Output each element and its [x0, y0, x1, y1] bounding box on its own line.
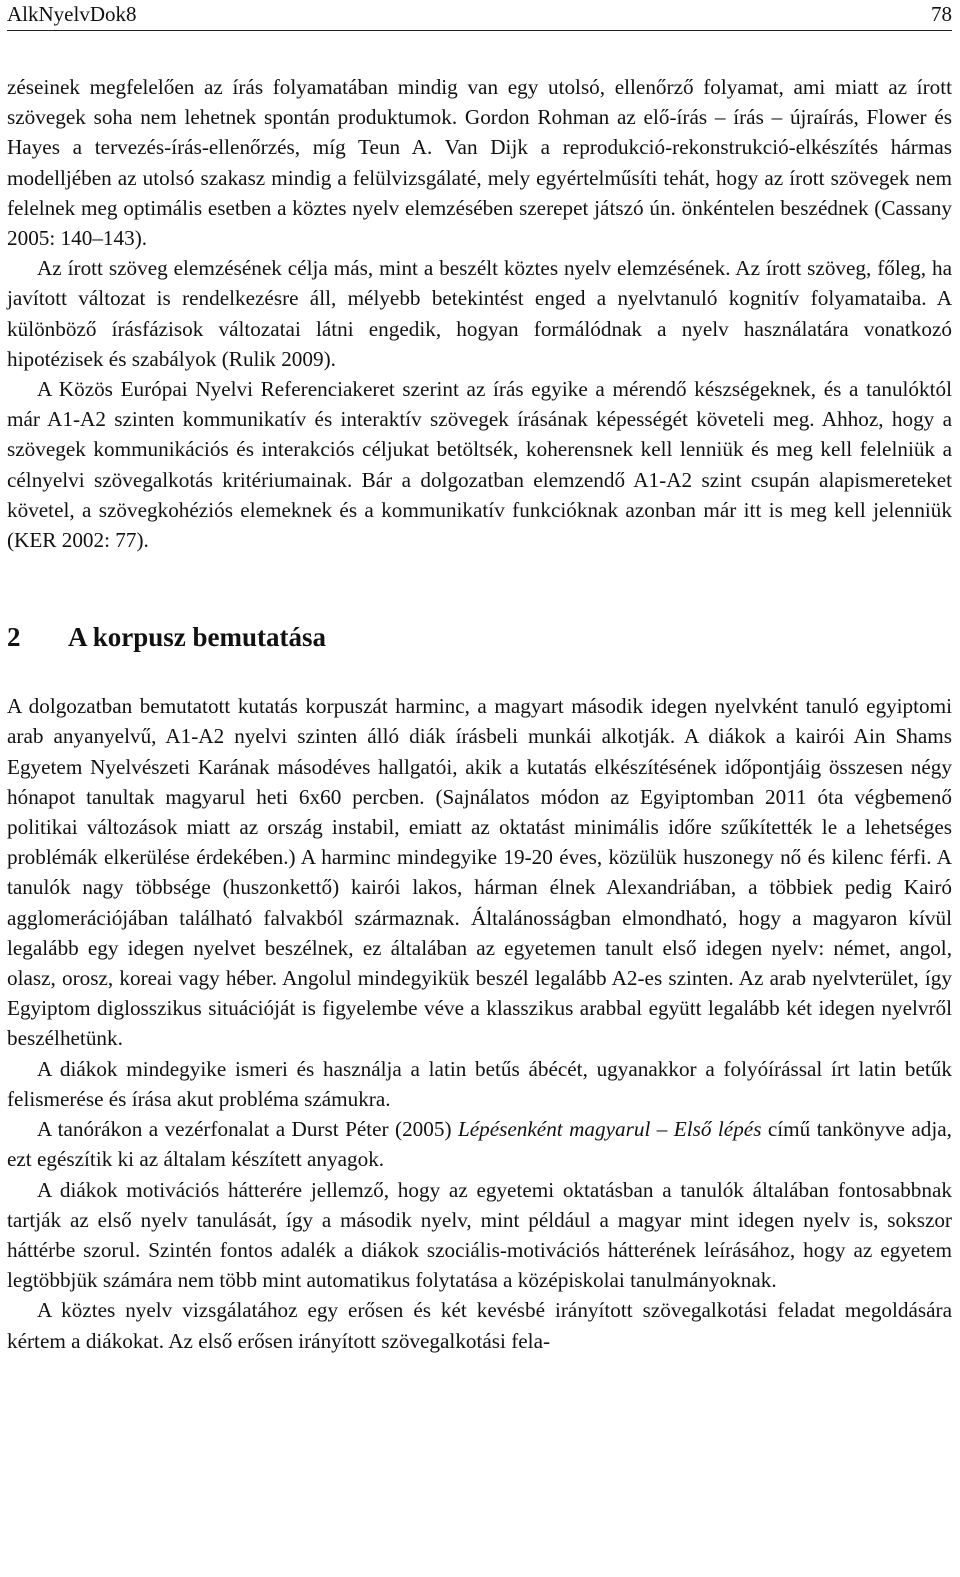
paragraph: A diákok motivációs hátterére jellemző, hogy az egyetemi oktatásban a tanulók általában fontosabbnak tartják az első nyelv tanulását, így a második nyelv, mint például a magyar mint idegen nyelv is, sokszor háttérbe szorul. Szintén fontos adalék a diákok szociális-motivációs hátterének leírásához, hogy az egyetem legtöbbjük számára nem több mint automatikus folytatása a középiskolai tanulmányoknak. — [7, 1177, 952, 1293]
section-number: 2 — [7, 622, 21, 653]
running-title: AlkNyelvDok8 — [7, 2, 137, 26]
paragraph: A Közös Európai Nyelvi Referenciakeret szerint az írás egyike a mérendő készségeknek, és a tanulóktól már A1-A2 szinten kommunikatív és interaktív szövegek írásának képességét követeli meg. Ahhoz, hogy a szövegek kommunikációs és interakciós céljukat betöltsék, koherensnek kell lenniük és meg kell felelniük a célnyelvi szövegalkotás kritériumainak. Bár a dolgozatban elemzendő A1-A2 szint csupán alapismereteket követel, a szövegkohéziós elemeknek és a kommunikatív funkcióknak azonban már itt is meg kell jelenniük (KER 2002: 77). — [7, 377, 952, 553]
page-header — [7, 0, 952, 31]
paragraph: A dolgozatban bemutatott kutatás korpuszát harminc, a magyart második idegen nyelvként tanuló egyiptomi arab anyanyelvű, A1-A2 nyelvi szinten álló diák írásbeli munkái alkotják. A diákok a kairói Ain Shams Egyetem Nyelvészeti Karának másodéves hallgatói, akik a kutatás elkészítésének időpontjáig összesen négy hónapot tanultak magyarul heti 6x60 percben. (Sajnálatos módon az Egyiptomban 2011 óta végbemenő politikai változások miatt az ország instabil, emiatt az oktatást minimális időre szűkítették le a lehetséges problémák elkerülése érdekében.) A harminc mindegyike 19-20 éves, közülük huszonegy nő és kilenc férfi. A tanulók nagy többsége (huszonkettő) kairói lakos, hárman élnek Alexandriában, a többiek pedig Kairó agglomerációjában található falvakból származnak. Általánosságban elmondható, hogy a magyaron kívül legalább egy idegen nyelvet beszélnek, ez általában az egyetemen tanult első idegen nyelv: német, angol, olasz, orosz, koreai vagy héber. Angolul mindegyikük beszél legalább A2-es szinten. Az arab nyelvterület, így Egyiptom diglosszikus situációját is figyelembe véve a klasszikus arabbal együtt legalább két idegen nyelvről beszélhetünk. — [7, 694, 952, 1051]
document-body — [7, 72, 952, 1356]
paragraph: zéseinek megfelelően az írás folyamatában mindig van egy utolsó, ellenőrző folyamat, ami miatt az írott szövegek soha nem lehetnek spontán produktumok. Gordon Rohman az elő-írás – írás – újraírás, Flower és Hayes a tervezés-írás-ellenőrzés, míg Teun A. Van Dijk a reprodukció-rekonstrukció-elkészítés hármas modelljében az utolsó szakasz mindig a felülvizsgálaté, mely egyértelműsíti tehát, hogy az írott szövegek nem felelnek meg optimális esetben a köztes nyelv elemzésében szerepet játszó ún. önkéntelen beszédnek (Cassany 2005: 140–143). — [7, 75, 952, 251]
section-title: A korpusz bemutatása — [68, 622, 327, 653]
paragraph: A köztes nyelv vizsgálatához egy erősen és két kevésbé irányított szövegalkotási feladat megoldására kértem a diákokat. Az első erősen irányított szövegalkotási fela- — [7, 1298, 952, 1353]
section-heading — [7, 622, 952, 652]
paragraph-text: A tanórákon a vezérfonalat a Durst Péter (2005) — [37, 1117, 458, 1142]
paragraph — [7, 1114, 952, 1174]
book-title: Lépésenként magyarul – Első lépés — [457, 1117, 762, 1142]
page-number: 78 — [931, 2, 952, 26]
paragraph: A diákok mindegyike ismeri és használja a latin betűs ábécét, ugyanakkor a folyóírással írt latin betűk felismerése és írása akut probléma számukra. — [7, 1056, 952, 1111]
paragraph-text: című tankönyve adja, ezt egészítik ki az általam készített anyagok. — [7, 1117, 952, 1172]
paragraph: Az írott szöveg elemzésének célja más, mint a beszélt köztes nyelv elemzésének. Az írott szöveg, főleg, ha javított változat is rendelkezésre áll, mélyebb betekintést enged a nyelvtanuló kognitív folyamataiba. A különböző írásfázisok változatai látni engedik, hogyan formálódnak a nyelv használatára vonatkozó hipotézisek és szabályok (Rulik 2009). — [7, 256, 952, 371]
